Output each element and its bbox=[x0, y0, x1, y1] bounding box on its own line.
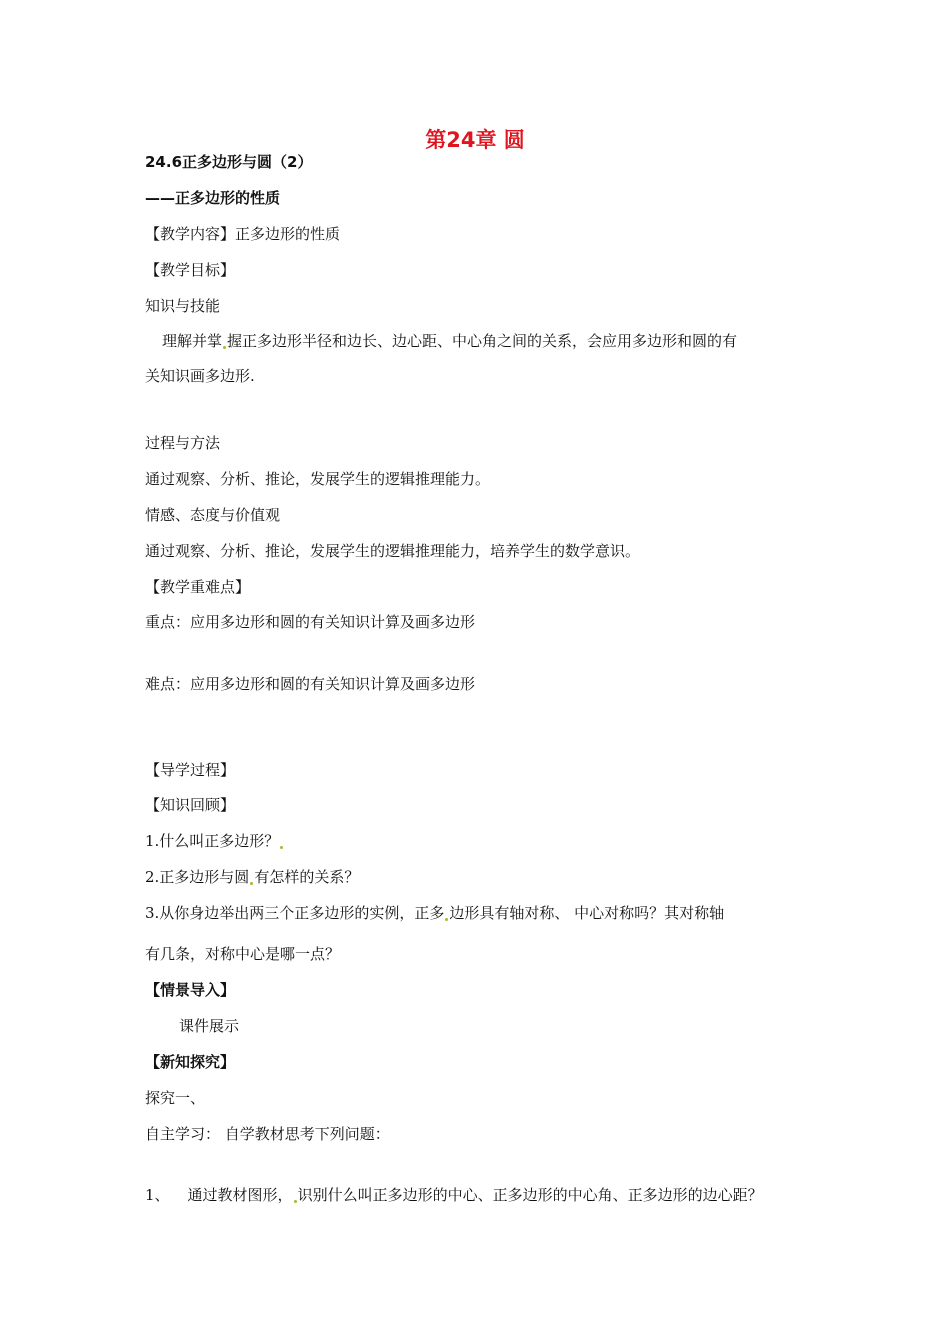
key-difficult-heading: 【教学重难点】 bbox=[145, 578, 251, 596]
mark-dot bbox=[294, 1200, 297, 1203]
guide-process-heading: 【导学过程】 bbox=[145, 761, 236, 779]
teaching-goal-heading: 【教学目标】 bbox=[145, 261, 236, 279]
knowledge-text-line-2: 关知识画多边形. bbox=[145, 367, 255, 385]
knowledge-skill-heading: 知识与技能 bbox=[145, 297, 221, 315]
process-method-heading: 过程与方法 bbox=[145, 434, 221, 452]
mark-dot bbox=[223, 346, 226, 349]
question-3-line-1: 3.从你身边举出两三个正多边形的实例，正多 边形具有轴对称、 中心对称吗？其对称轴 bbox=[145, 904, 725, 922]
section-subtitle: ——正多边形的性质 bbox=[145, 189, 281, 207]
teaching-content: 【教学内容】正多边形的性质 bbox=[145, 225, 341, 243]
emotion-text: 通过观察、分析、推论，发展学生的逻辑推理能力，培养学生的数学意识。 bbox=[145, 542, 641, 560]
self-study: 自主学习： 自学教材思考下列问题： bbox=[145, 1125, 390, 1143]
key-point: 重点：应用多边形和圆的有关知识计算及画多边形 bbox=[145, 613, 476, 631]
scene-intro-text: 课件展示 bbox=[179, 1017, 240, 1035]
process-method-text: 通过观察、分析、推论，发展学生的逻辑推理能力。 bbox=[145, 470, 491, 488]
chapter-title: 第24章 圆 bbox=[425, 128, 525, 152]
mark-dot bbox=[250, 882, 253, 885]
mark-dot bbox=[445, 918, 448, 921]
difficult-point: 难点：应用多边形和圆的有关知识计算及画多边形 bbox=[145, 675, 476, 693]
item-1: 1、 通过教材图形， 识别什么叫正多边形的中心、正多边形的中心角、正多边形的边心距？ bbox=[145, 1186, 763, 1204]
knowledge-review-heading: 【知识回顾】 bbox=[145, 796, 236, 814]
question-2: 2.正多边形与圆 有怎样的关系？ bbox=[145, 868, 360, 886]
question-3-line-2: 有几条，对称中心是哪一点？ bbox=[145, 945, 341, 963]
new-knowledge-heading: 【新知探究】 bbox=[145, 1053, 236, 1071]
knowledge-text-line-1: 理解并掌 握正多边形半径和边长、边心距、中心角之间的关系，会应用多边形和圆的有 bbox=[162, 332, 738, 350]
emotion-heading: 情感、态度与价值观 bbox=[145, 506, 281, 524]
scene-intro-heading: 【情景导入】 bbox=[145, 981, 236, 999]
mark-dot bbox=[280, 846, 283, 849]
question-1: 1.什么叫正多边形？ bbox=[145, 831, 284, 851]
explore-one: 探究一、 bbox=[145, 1089, 206, 1107]
section-heading: 24.6正多边形与圆（2） bbox=[145, 153, 313, 171]
